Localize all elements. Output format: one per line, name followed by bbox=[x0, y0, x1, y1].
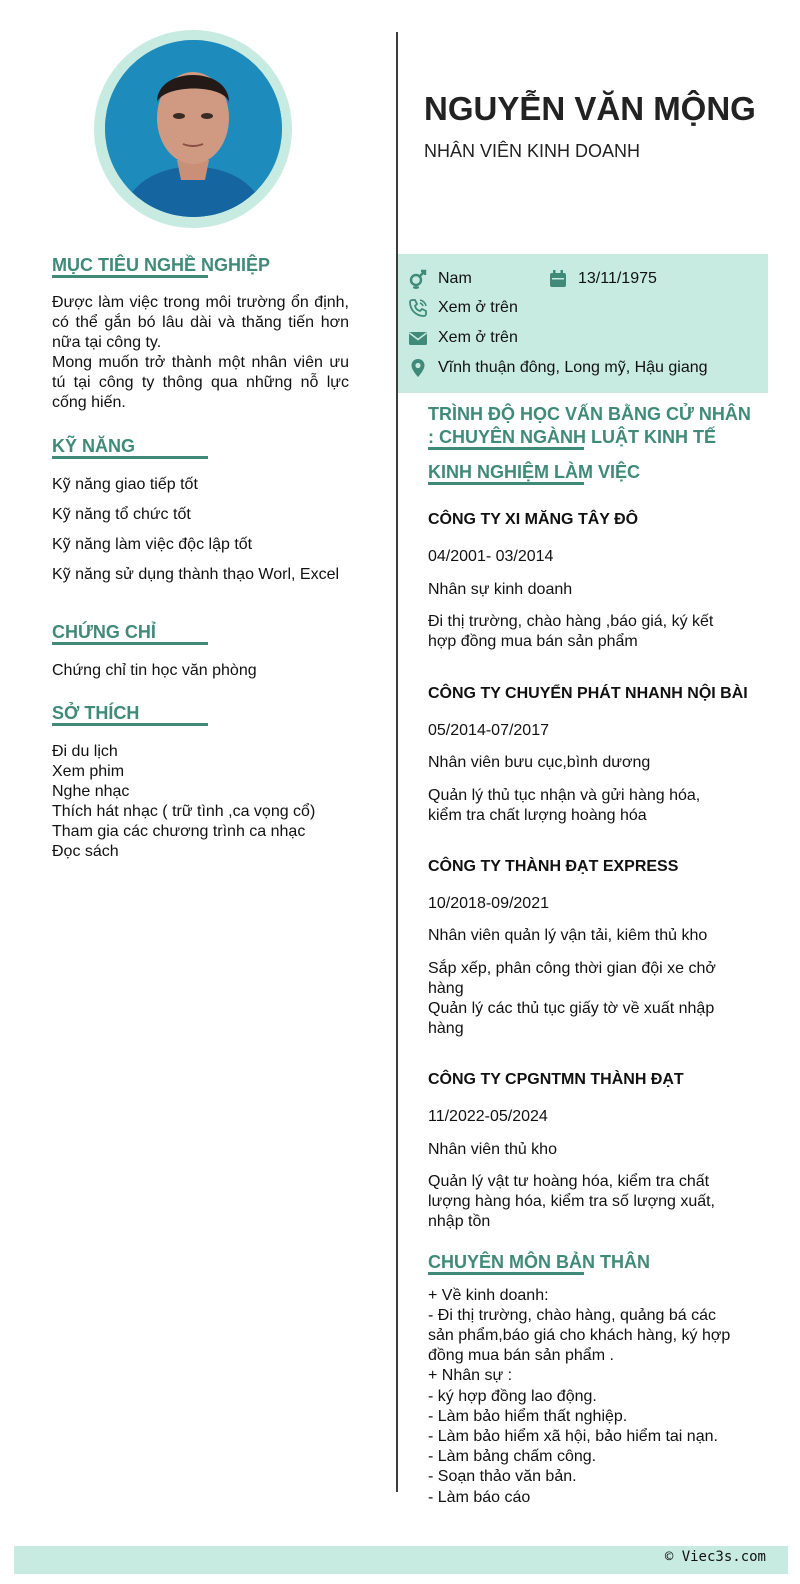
expertise-line: sản phẩm,báo giá cho khách hàng, ký hợp bbox=[428, 1327, 731, 1344]
job-description: kiểm tra chất lượng hoàng hóa bbox=[428, 807, 647, 824]
hobbies-title: SỞ THÍCH bbox=[52, 703, 140, 723]
hobby-item: Thích hát nhạc ( trữ tình ,ca vọng cổ) bbox=[52, 803, 316, 820]
job-position: Nhân viên bưu cục,bình dương bbox=[428, 754, 651, 771]
education-line-2: : CHUYÊN NGÀNH LUẬT KINH TẾ bbox=[428, 427, 716, 447]
expertise-title: CHUYÊN MÔN BẢN THÂN bbox=[428, 1252, 650, 1272]
job-description: nhập tồn bbox=[428, 1213, 491, 1230]
contact-panel bbox=[398, 254, 768, 393]
expertise-line: đồng mua bán sản phẩm . bbox=[428, 1347, 614, 1364]
job-company: CÔNG TY CPGNTMN THÀNH ĐẠT bbox=[428, 1071, 684, 1088]
expertise-line: - Đi thị trường, chào hàng, quảng bá các bbox=[428, 1307, 717, 1324]
skill-item: Kỹ năng giao tiếp tốt bbox=[52, 476, 198, 493]
job-period: 11/2022-05/2024 bbox=[428, 1108, 548, 1125]
hobby-item: Xem phim bbox=[52, 763, 125, 780]
education-underline bbox=[428, 447, 584, 450]
certificate-item: Chứng chỉ tin học văn phòng bbox=[52, 662, 257, 679]
candidate-role: NHÂN VIÊN KINH DOANH bbox=[424, 141, 641, 161]
job-period: 10/2018-09/2021 bbox=[428, 895, 549, 912]
expertise-underline bbox=[428, 1272, 584, 1275]
education-line-1: TRÌNH ĐỘ HỌC VẤN BẰNG CỬ NHÂN bbox=[428, 404, 751, 424]
job-description: Đi thị trường, chào hàng ,báo giá, ký kết bbox=[428, 613, 714, 630]
job-description: Quản lý vật tư hoàng hóa, kiểm tra chất bbox=[428, 1173, 710, 1190]
expertise-line: + Nhân sự : bbox=[428, 1367, 513, 1384]
objective-paragraph-1: Được làm việc trong môi trường ổn định, có thể gắn bó lâu dài và thăng tiến hơn nữa tại công ty. bbox=[52, 294, 349, 351]
footer-credit: © Viec3s.com bbox=[664, 1549, 766, 1565]
hobby-item: Nghe nhạc bbox=[52, 783, 130, 800]
expertise-line: - Làm bảo hiểm thất nghiệp. bbox=[428, 1408, 628, 1425]
contact-birthday: 13/11/1975 bbox=[578, 270, 657, 287]
contact-phone: Xem ở trên bbox=[438, 299, 518, 316]
job-description: Quản lý thủ tục nhận và gửi hàng hóa, bbox=[428, 787, 701, 804]
job-position: Nhân viên quản lý vận tải, kiêm thủ kho bbox=[428, 927, 708, 944]
job-description: hàng bbox=[428, 980, 464, 997]
expertise-line: + Về kinh doanh: bbox=[428, 1287, 549, 1304]
expertise-line: - Làm bảng chấm công. bbox=[428, 1448, 597, 1465]
avatar bbox=[105, 40, 282, 217]
objective-underline bbox=[52, 275, 208, 278]
contact-gender: Nam bbox=[438, 270, 472, 287]
job-period: 04/2001- 03/2014 bbox=[428, 548, 554, 565]
footer-bar bbox=[14, 1546, 788, 1574]
candidate-name: NGUYỄN VĂN MỘNG bbox=[424, 90, 756, 127]
calendar-icon bbox=[548, 269, 568, 289]
job-description: lượng hàng hóa, kiểm tra số lượng xuất, bbox=[428, 1193, 715, 1210]
objective-paragraph-2: Mong muốn trở thành một nhân viên ưu tú tại công ty thông qua những nỗ lực cống hiến. bbox=[52, 354, 349, 411]
avatar-photo bbox=[105, 40, 282, 217]
hobby-item: Đi du lịch bbox=[52, 743, 118, 760]
certificates-title: CHỨNG CHỈ bbox=[52, 622, 156, 642]
phone-icon bbox=[408, 298, 428, 318]
job-position: Nhân viên thủ kho bbox=[428, 1141, 557, 1158]
job-company: CÔNG TY THÀNH ĐẠT EXPRESS bbox=[428, 858, 679, 875]
expertise-line: - Làm bảo hiểm xã hội, bảo hiểm tai nạn. bbox=[428, 1428, 718, 1445]
job-company: CÔNG TY CHUYỂN PHÁT NHANH NỘI BÀI bbox=[428, 685, 748, 702]
hobby-item: Tham gia các chương trình ca nhạc bbox=[52, 823, 306, 840]
job-period: 05/2014-07/2017 bbox=[428, 722, 549, 739]
gender-icon bbox=[408, 269, 428, 289]
column-divider bbox=[396, 32, 398, 1492]
job-company: CÔNG TY XI MĂNG TÂY ĐÔ bbox=[428, 511, 639, 528]
certificates-underline bbox=[52, 642, 208, 645]
contact-email: Xem ở trên bbox=[438, 329, 518, 346]
expertise-line: - Làm báo cáo bbox=[428, 1489, 531, 1506]
experience-title: KINH NGHIỆM LÀM VIỆC bbox=[428, 462, 641, 482]
job-description: hàng bbox=[428, 1020, 464, 1037]
email-icon bbox=[408, 328, 428, 348]
hobby-item: Đọc sách bbox=[52, 843, 119, 860]
skill-item: Kỹ năng sử dụng thành thạo Worl, Excel bbox=[52, 566, 340, 583]
job-description: hợp đồng mua bán sản phẩm bbox=[428, 633, 638, 650]
hobbies-underline bbox=[52, 723, 208, 726]
skill-item: Kỹ năng làm việc độc lập tốt bbox=[52, 536, 253, 553]
contact-address: Vĩnh thuận đông, Long mỹ, Hậu giang bbox=[438, 359, 708, 376]
job-description: Sắp xếp, phân công thời gian đội xe chở bbox=[428, 960, 716, 977]
job-position: Nhân sự kinh doanh bbox=[428, 581, 573, 598]
skills-title: KỸ NĂNG bbox=[52, 436, 136, 456]
expertise-line: - ký hợp đồng lao động. bbox=[428, 1388, 597, 1405]
location-icon bbox=[408, 358, 428, 378]
job-description: Quản lý các thủ tục giấy tờ về xuất nhập bbox=[428, 1000, 715, 1017]
experience-underline bbox=[428, 482, 584, 485]
expertise-line: - Soạn thảo văn bản. bbox=[428, 1468, 577, 1485]
skills-underline bbox=[52, 456, 208, 459]
skill-item: Kỹ năng tổ chức tốt bbox=[52, 506, 191, 523]
objective-title: MỤC TIÊU NGHỀ NGHIỆP bbox=[52, 255, 271, 275]
